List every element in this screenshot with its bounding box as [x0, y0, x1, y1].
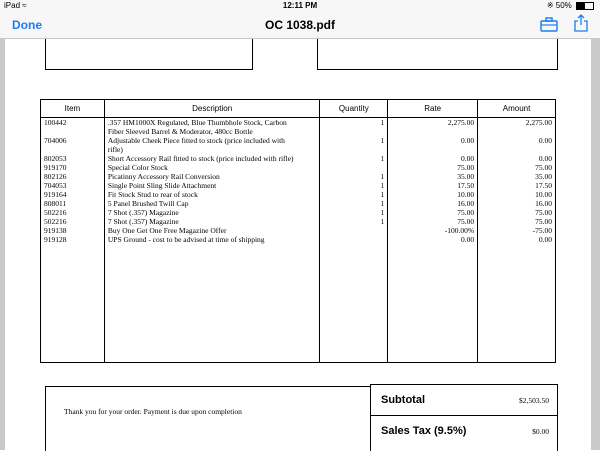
item-cell: 704053	[41, 181, 105, 190]
description-cell	[104, 118, 319, 137]
item-cell: 802126	[41, 172, 105, 181]
item-cell: 802053	[41, 154, 105, 163]
table-row	[41, 172, 556, 181]
rate-cell: 0.00	[388, 136, 478, 154]
description-line: 5 Panel Brushed Twill Cap	[107, 199, 189, 208]
description-cell	[104, 199, 319, 208]
sales-tax-value: $0.00	[532, 427, 549, 436]
item-cell: 919128	[41, 235, 105, 244]
quantity-cell: 1	[320, 217, 388, 226]
amount-cell: -75.00	[478, 226, 556, 235]
rate-cell: 35.00	[388, 172, 478, 181]
quantity-cell: 1	[320, 208, 388, 217]
rate-cell: 16.00	[388, 199, 478, 208]
item-cell: 808011	[41, 199, 105, 208]
description-cell	[104, 136, 319, 154]
description-cell	[104, 172, 319, 181]
rate-cell: 75.00	[388, 163, 478, 172]
quantity-cell	[320, 226, 388, 235]
amount-cell: 75.00	[478, 217, 556, 226]
header-amount: Amount	[478, 100, 556, 118]
battery-icon	[576, 2, 594, 10]
amount-cell: 0.00	[478, 154, 556, 163]
table-row	[41, 154, 556, 163]
quantity-cell: 1	[320, 136, 388, 154]
description-line: UPS Ground - cost to be advised at time of shipping	[107, 235, 265, 244]
wifi-icon: ≈	[22, 1, 27, 10]
battery-percent: 50%	[555, 1, 572, 10]
totals-box	[370, 384, 558, 451]
table-row	[41, 217, 556, 226]
item-cell: 704006	[41, 136, 105, 154]
item-cell: 502216	[41, 208, 105, 217]
rate-cell: 75.00	[388, 208, 478, 217]
description-line: 7 Shot (.357) Magazine	[107, 208, 179, 217]
description-line: Fit Stock Stud to rear of stock	[107, 190, 198, 199]
status-right	[547, 1, 594, 10]
rate-cell: 2,275.00	[388, 118, 478, 137]
rate-cell: 0.00	[388, 154, 478, 163]
device-label: iPad ≈	[4, 1, 27, 10]
description-line: 7 Shot (.357) Magazine	[107, 217, 179, 226]
done-button[interactable]: Done	[12, 18, 42, 32]
footer-message-box	[45, 386, 377, 451]
amount-cell: 75.00	[478, 163, 556, 172]
description-line: Special Color Stock	[107, 163, 168, 172]
description-cell	[104, 226, 319, 235]
header-rate: Rate	[388, 100, 478, 118]
description-cell	[104, 217, 319, 226]
footer-message: Thank you for your order. Payment is due upon completion	[64, 407, 242, 416]
header-description: Description	[104, 100, 319, 118]
share-icon[interactable]	[574, 14, 588, 37]
amount-cell: 0.00	[478, 136, 556, 154]
amount-cell: 10.00	[478, 190, 556, 199]
quantity-cell: 1	[320, 199, 388, 208]
sales-tax-row	[371, 416, 557, 446]
amount-cell: 35.00	[478, 172, 556, 181]
nav-bar	[0, 12, 600, 39]
bluetooth-icon: ※	[546, 1, 554, 10]
rate-cell: 10.00	[388, 190, 478, 199]
table-row	[41, 199, 556, 208]
description-cell	[104, 154, 319, 163]
subtotal-row	[371, 385, 557, 416]
table-filler-row	[41, 244, 556, 363]
amount-cell: 0.00	[478, 235, 556, 244]
filler-cell	[104, 244, 319, 363]
description-line: .357 HM1000X Regulated, Blue Thumbhole Stock, Carbon	[107, 118, 287, 127]
table-row	[41, 163, 556, 172]
description-line: Buy One Get One Free Magazine Offer	[107, 226, 227, 235]
amount-cell: 75.00	[478, 208, 556, 217]
quantity-cell: 1	[320, 118, 388, 137]
description-line: Short Accessory Rail fitted to stock (price included with rifle)	[107, 154, 294, 163]
description-line: Single Point Sling Slide Attachment	[107, 181, 217, 190]
filler-cell	[478, 244, 556, 363]
table-row	[41, 235, 556, 244]
quantity-cell: 1	[320, 172, 388, 181]
description-cell	[104, 190, 319, 199]
description-cell	[104, 163, 319, 172]
item-cell: 919138	[41, 226, 105, 235]
rate-cell: 17.50	[388, 181, 478, 190]
table-row	[41, 208, 556, 217]
amount-cell: 16.00	[478, 199, 556, 208]
quantity-cell	[320, 163, 388, 172]
item-cell: 919164	[41, 190, 105, 199]
pdf-viewer[interactable]	[0, 39, 600, 450]
ship-to-box	[317, 39, 558, 70]
header-quantity: Quantity	[320, 100, 388, 118]
filler-cell	[388, 244, 478, 363]
pdf-page	[5, 39, 591, 450]
invoice-table	[40, 99, 556, 363]
item-cell: 919170	[41, 163, 105, 172]
item-cell: 502216	[41, 217, 105, 226]
table-row	[41, 226, 556, 235]
description-line: Adjustable Cheek Piece fitted to stock (price included with	[107, 136, 285, 145]
table-row	[41, 136, 556, 154]
filler-cell	[41, 244, 105, 363]
description-cell	[104, 235, 319, 244]
toolbox-icon[interactable]	[540, 16, 558, 37]
quantity-cell: 1	[320, 181, 388, 190]
status-bar	[0, 0, 600, 12]
subtotal-label: Subtotal	[381, 394, 425, 406]
description-cell	[104, 181, 319, 190]
status-time: 12:11 PM	[282, 1, 318, 10]
filler-cell	[320, 244, 388, 363]
description-line: rifle)	[107, 145, 123, 154]
description-line: Fiber Sleeved Barrel & Moderator, 480cc Bottle	[107, 127, 253, 136]
subtotal-value: $2,503.50	[519, 396, 549, 405]
rate-cell: 0.00	[388, 235, 478, 244]
amount-cell: 2,275.00	[478, 118, 556, 137]
document-title: OC 1038.pdf	[264, 18, 336, 32]
description-line: Picatinny Accessory Rail Conversion	[107, 172, 220, 181]
table-row	[41, 118, 556, 137]
header-item: Item	[41, 100, 105, 118]
table-row	[41, 190, 556, 199]
sales-tax-label: Sales Tax (9.5%)	[381, 425, 467, 437]
quantity-cell	[320, 235, 388, 244]
description-cell	[104, 208, 319, 217]
quantity-cell: 1	[320, 154, 388, 163]
quantity-cell: 1	[320, 190, 388, 199]
rate-cell: -100.00%	[388, 226, 478, 235]
rate-cell: 75.00	[388, 217, 478, 226]
bill-to-box	[45, 39, 253, 70]
amount-cell: 17.50	[478, 181, 556, 190]
table-row	[41, 181, 556, 190]
item-cell: 100442	[41, 118, 105, 137]
